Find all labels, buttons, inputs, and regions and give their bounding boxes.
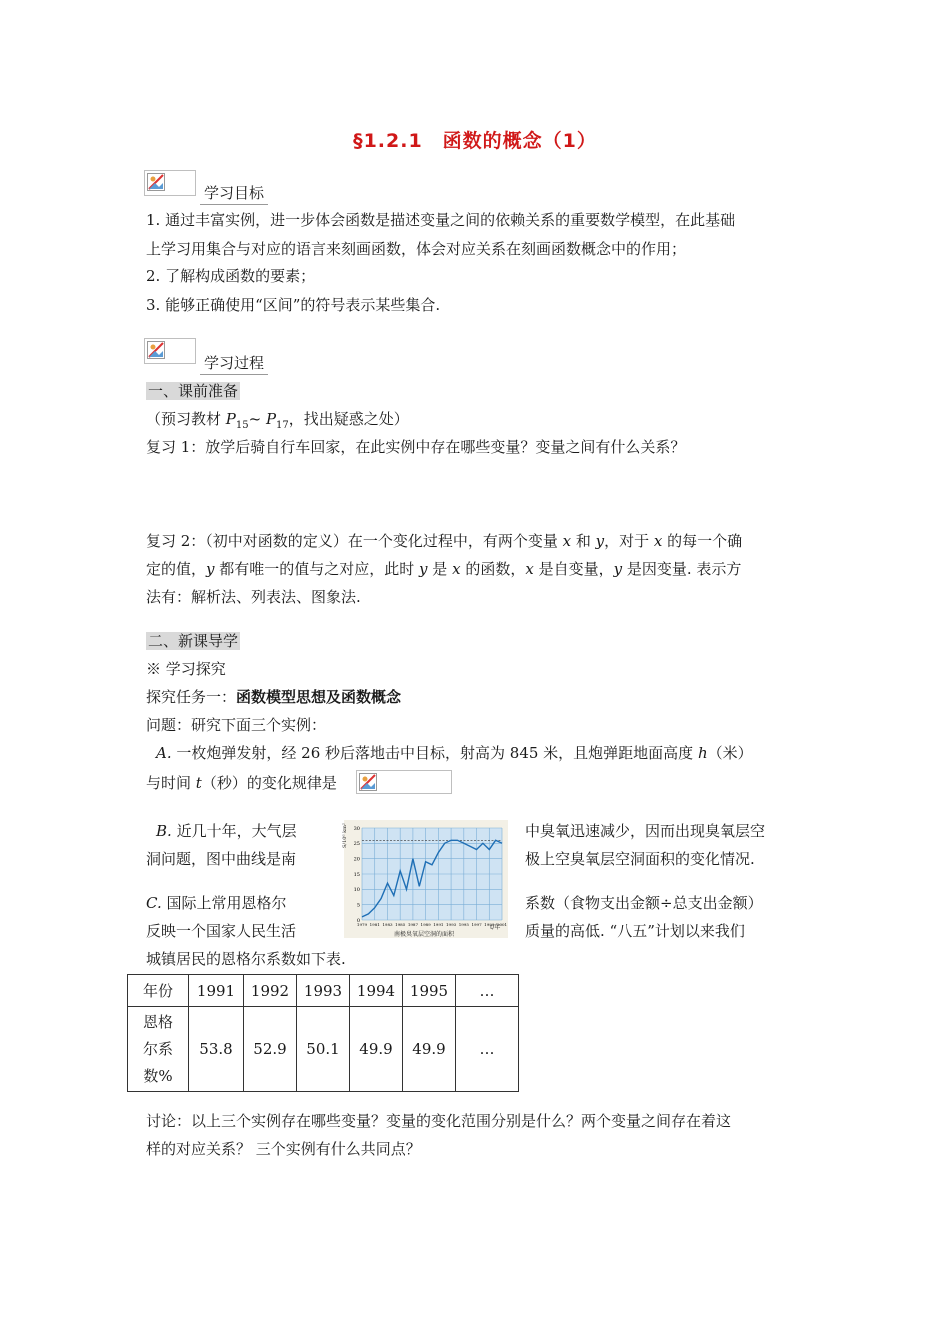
table-cell: 53.8 [189, 1007, 244, 1092]
example-c-line: 城镇居民的恩格尔系数如下表. [146, 950, 346, 968]
ozone-chart [344, 820, 508, 938]
example-c-line: C. 国际上常用恩格尔 [146, 894, 287, 912]
preview-note: （预习教材 $P_{15}\sim$ $P_{17}$，找出疑惑之处） [146, 410, 409, 431]
page-title: §1.2.1 函数的概念（1） [353, 130, 597, 152]
example-b-line: 中臭氧迅速减少，因而出现臭氧层空 [525, 822, 766, 840]
y-axis-label: S/10⁶ km² [342, 823, 348, 848]
goal-line: 上学习用集合与对应的语言来刻画函数，体会对应关系在刻画函数概念中的作用； [146, 240, 687, 258]
y-tick-label: 0 [356, 917, 360, 924]
x-tick-label: 1989 [420, 922, 431, 927]
discussion-line: 样的对应关系？ 三个实例有什么共同点？ [146, 1140, 421, 1158]
table-cell: … [456, 975, 519, 1007]
row-label-line: 尔系 [142, 1039, 173, 1058]
engel-table [127, 974, 519, 1092]
heading-new: 二、新课导学 [148, 632, 239, 650]
broken-image-icon [144, 170, 196, 196]
example-b-line: 洞问题，图中曲线是南 [146, 850, 297, 868]
table-cell: 49.9 [403, 1007, 456, 1092]
y-tick-label: 10 [353, 887, 360, 894]
goal-line: 2. 了解构成函数的要素； [146, 267, 316, 285]
x-tick-label: 2001 [496, 922, 508, 927]
goal-line: 3. 能够正确使用“区间”的符号表示某些集合. [146, 296, 441, 314]
table-row [128, 1007, 519, 1092]
table-cell: 1992 [244, 975, 297, 1007]
x-tick-label: 1985 [395, 922, 406, 927]
review-1: 复习 1：放学后骑自行车回家，在此实例中存在哪些变量？变量之间有什么关系？ [146, 438, 686, 456]
table-header-cell: 年份 [128, 975, 189, 1007]
y-tick-label: 20 [353, 856, 360, 863]
table-cell: 1995 [403, 975, 456, 1007]
x-axis-label: t/年 [490, 924, 501, 931]
y-tick-label: 15 [353, 871, 360, 878]
explore-heading: ※ 学习探究 [146, 660, 226, 678]
heading-prep: 一、课前准备 [148, 382, 239, 400]
example-b-line: B. 近几十年，大气层 [156, 822, 297, 840]
review-2-line: 法有：解析法、列表法、图象法. [146, 588, 361, 606]
example-c-line: 反映一个国家人民生活 [146, 922, 297, 940]
row-label-line: 数% [143, 1066, 173, 1085]
table-header-cell [128, 1007, 189, 1092]
x-tick-label: 1979 [356, 922, 368, 927]
example-c-line: 系数（食物支出金额÷总支出金额） [525, 894, 763, 912]
table-cell: 1991 [189, 975, 244, 1007]
y-tick-label: 25 [353, 841, 360, 848]
review-2-line: 复习 2：（初中对函数的定义）在一个变化过程中，有两个变量 x 和 y，对于 x 的每一个确 [146, 532, 743, 550]
x-tick-label: 1995 [458, 922, 469, 927]
x-tick-label: 1983 [382, 922, 393, 927]
x-tick-label: 1991 [433, 922, 444, 927]
example-a-line: 与时间 t（秒）的变化规律是 [146, 774, 337, 792]
table-cell: 49.9 [350, 1007, 403, 1092]
table-cell: … [456, 1007, 519, 1092]
formula-image-placeholder [356, 770, 452, 794]
section-label-goals: 学习目标 [200, 182, 268, 205]
table-cell: 52.9 [244, 1007, 297, 1092]
x-tick-label: 1987 [407, 922, 419, 927]
review-2-line: 定的值，y 都有唯一的值与之对应，此时 y 是 x 的函数，x 是自变量，y 是因变量. 表示方 [146, 560, 742, 578]
broken-image-icon [144, 338, 196, 364]
section-label-process: 学习过程 [200, 352, 268, 375]
x-tick-label: 1993 [445, 922, 457, 927]
y-tick-label: 5 [356, 902, 360, 909]
row-label-line: 恩格 [142, 1012, 173, 1031]
table-cell: 1993 [297, 975, 350, 1007]
discussion-line: 讨论：以上三个实例存在哪些变量？变量的变化范围分别是什么？两个变量之间存在着这 [146, 1112, 732, 1130]
example-a-line: A. 一枚炮弹发射，经 26 秒后落地击中目标，射高为 845 米，且炮弹距地面高度 h（米） [156, 744, 753, 762]
task-heading: 探究任务一：函数模型思想及函数概念 [146, 688, 402, 706]
table-cell: 1994 [350, 975, 403, 1007]
chart-title: 南极臭氧层空洞的面积 [393, 931, 455, 938]
x-tick-label: 1997 [471, 922, 482, 927]
example-c-line: 质量的高低. “八五”计划以来我们 [525, 922, 745, 940]
table-row [128, 975, 519, 1007]
goal-line: 1. 通过丰富实例，进一步体会函数是描述变量之间的依赖关系的重要数学模型，在此基础 [146, 211, 736, 229]
x-tick-label: 1999 [484, 922, 495, 927]
table-cell: 50.1 [297, 1007, 350, 1092]
x-tick-label: 1981 [369, 922, 380, 927]
example-b-line: 极上空臭氧层空洞面积的变化情况. [525, 850, 755, 868]
problem-line: 问题：研究下面三个实例： [146, 716, 327, 734]
ozone-chart-svg [344, 820, 508, 938]
y-tick-label: 30 [353, 825, 360, 832]
